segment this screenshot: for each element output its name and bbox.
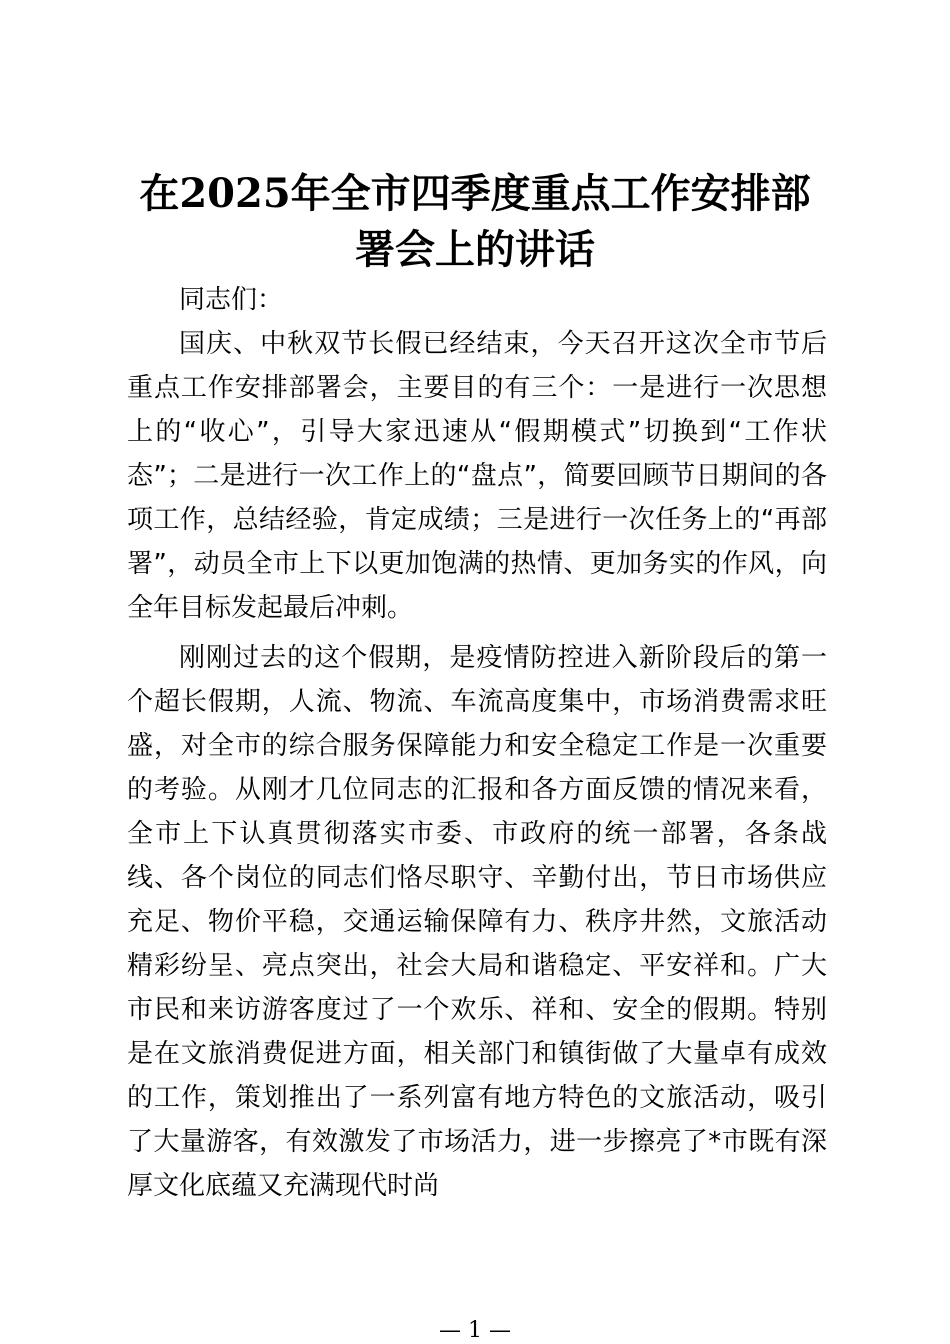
paragraph-intro: 国庆、中秋双节长假已经结束，今天召开这次全市节后重点工作安排部署会，主要目的有三个：一是进行一次思想上的“收心”，引导大家迅速从“假期模式”切换到“工作状态”；二是进行一次工作上的“盘点”，简要回顾节日期间的各项工作，总结经验，肯定成绩；三是进行一次任务上的“再部署”，动员全市上下以更加饱满的热情、更加务实的作风，向全年目标发起最后冲刺。: [127, 329, 827, 623]
paragraph-holiday-review: 刚刚过去的这个假期，是疫情防控进入新阶段后的第一个超长假期，人流、物流、车流高度集中，市场消费需求旺盛，对全市的综合服务保障能力和安全稳定工作是一次重要的考验。从刚才几位同志的汇报和各方面反馈的情况来看，全市上下认真贯彻落实市委、市政府的统一部署，各条战线、各个岗位的同志们恪尽职守、辛勤付出，节日市场供应充足、物价平稳，交通运输保障有力、秩序井然，文旅活动精彩纷呈、亮点突出，社会大局和谐稳定、平安祥和。广大市民和来访游客度过了一个欢乐、祥和、安全的假期。特别是在文旅消费促进方面，相关部门和镇街做了大量卓有成效的工作，策划推出了一系列富有地方特色的文旅活动，吸引了大量游客，有效激发了市场活力，进一步擦亮了*市既有深厚文化底蕴又充满现代时尚: [127, 643, 827, 1201]
salutation: 同志们：: [179, 285, 284, 315]
document-body: [127, 278, 827, 1208]
page-number: — 1 —: [439, 1318, 511, 1343]
document-title: 在2025年全市四季度重点工作安排部署会上的讲话: [139, 170, 811, 273]
